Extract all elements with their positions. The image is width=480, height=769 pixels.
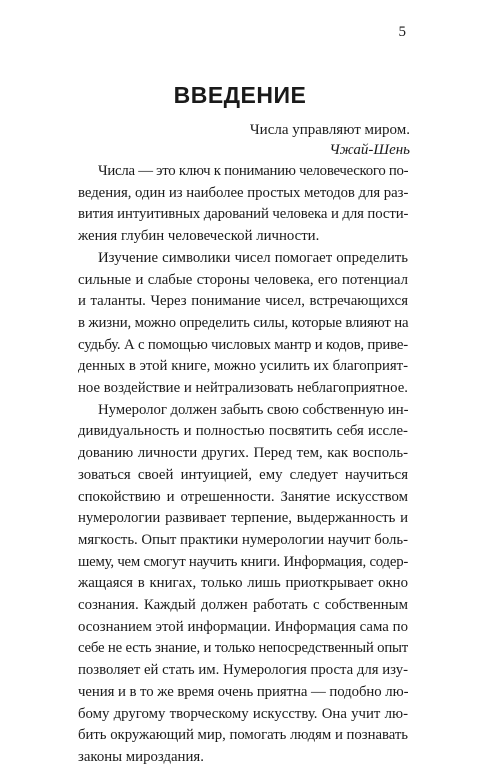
text-line: Изучение символики чисел помогает определить bbox=[98, 249, 408, 266]
chapter-title: ВВЕДЕНИЕ bbox=[173, 82, 307, 108]
text-line: Нумеролог должен забыть свою собственную ин- bbox=[98, 401, 409, 418]
text-line: бить окружающий мир, помогать людям и познавать bbox=[78, 727, 408, 744]
text-line: мягкость. Опыт практики нумерологии научит боль- bbox=[78, 531, 408, 548]
text-line: в жизни, можно определить силы, которые влияют на bbox=[78, 314, 409, 331]
epigraph-author: Чжай-Шень bbox=[329, 141, 410, 158]
text-line: Числа — это ключ к пониманию человеческого по- bbox=[98, 163, 409, 179]
body-text bbox=[78, 161, 408, 769]
text-line: дованию личности других. Перед тем, как восполь- bbox=[78, 445, 408, 462]
text-line: вития интуитивных дарований человека и для пости- bbox=[78, 206, 409, 223]
text-line: позволяет ей стать им. Нумерология проста для изу- bbox=[78, 662, 408, 679]
text-line: судьбу. А с помощью числовых мантр и кодов, приве- bbox=[78, 336, 408, 353]
text-line: спокойствию и отрешенности. Занятие искусством bbox=[78, 488, 408, 505]
text-line: и таланты. Через понимание чисел, встречающихся bbox=[78, 293, 408, 310]
text-line: дивидуальность и полностью посвятить себя иссле- bbox=[78, 423, 408, 440]
text-line: жащаяся в книгах, только лишь приоткрывает окно bbox=[78, 575, 408, 592]
paragraph-3 bbox=[78, 400, 408, 769]
text-line: денных в этой книге, можно усилить их благоприят- bbox=[78, 358, 408, 375]
text-line: бому другому творческому искусству. Она учит лю- bbox=[78, 705, 408, 722]
text-line: осознанием этой информации. Информация сама по bbox=[78, 618, 408, 635]
text-line: себе не есть знание, и только непосредственный опыт bbox=[78, 640, 409, 657]
epigraph bbox=[250, 121, 410, 160]
epigraph-quote: Числа управляют миром. bbox=[249, 122, 410, 138]
text-line: сознания. Каждый должен работать с собственным bbox=[78, 597, 408, 614]
text-line: жения глубин человеческой личности. bbox=[78, 228, 320, 245]
page-number: 5 bbox=[398, 24, 406, 40]
text-line: законы мироздания. bbox=[78, 748, 204, 765]
text-line: нумерологии развивает терпение, выдержанность и bbox=[78, 510, 408, 527]
text-line: зоваться своей интуицией, ему следует научиться bbox=[78, 466, 408, 483]
paragraph-2 bbox=[78, 248, 408, 400]
text-line: чения и в то же время очень приятна — подобно лю- bbox=[78, 683, 409, 700]
text-line: шему, чем смогут научить книги. Информация, содер- bbox=[78, 553, 409, 570]
text-line: сильные и слабые стороны человека, его потенциал bbox=[78, 271, 408, 288]
paragraph-1 bbox=[78, 161, 408, 248]
text-line: ведения, один из наиболее простых методов для раз- bbox=[78, 184, 409, 201]
text-line: ное воздействие и нейтрализовать неблагоприятное. bbox=[78, 380, 408, 397]
